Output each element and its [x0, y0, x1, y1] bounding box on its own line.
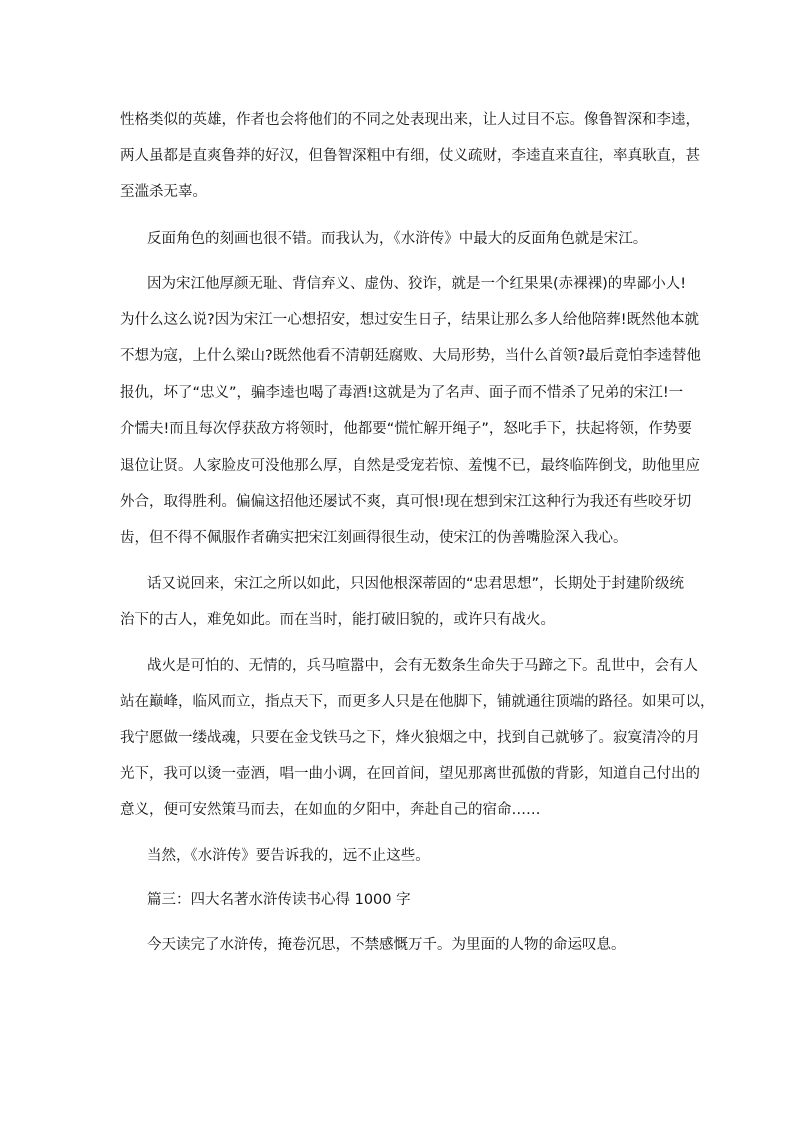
paragraph-line: 意义，便可安然策马而去，在如血的夕阳中，奔赴自己的宿命……	[120, 802, 541, 818]
paragraph-line: 外合，取得胜利。偏偏这招他还屡试不爽，真可恨!现在想到宋江这种行为我还有些咬牙切	[120, 494, 692, 510]
paragraph-line: 反面角色的刻画也很不错。而我认为，《水浒传》中最大的反面角色就是宋江。	[147, 231, 648, 247]
paragraph-line: 光下，我可以烫一壶酒，唱一曲小调，在回首间，望见那离世孤傲的背影，知道自己付出的	[120, 766, 700, 782]
paragraph-line: 性格类似的英雄，作者也会将他们的不同之处表现出来，让人过目不忘。像鲁智深和李逵，	[120, 112, 700, 128]
section-heading: 篇三：四大名著水浒传读书心得 1000 字	[147, 892, 411, 908]
paragraph-line: 为什么这么说?因为宋江一心想招安，想过安生日子，结果让那么多人给他陪葬!既然他本就	[120, 312, 700, 328]
paragraph-line: 因为宋江他厚颜无耻、背信弃义、虚伪、狡诈，就是一个红果果(赤裸裸)的卑鄙小人!	[147, 276, 687, 292]
paragraph-line: 战火是可怕的、无情的，兵马喧嚣中，会有无数条生命失于马蹄之下。乱世中，会有人	[147, 658, 698, 674]
paragraph-line: 今天读完了水浒传，掩卷沉思，不禁感慨万千。为里面的人物的命运叹息。	[147, 937, 626, 953]
paragraph-line: 报仇，坏了“忠义”，骗李逵也喝了毒酒!这就是为了名声、面子而不惜杀了兄弟的宋江!一	[120, 385, 684, 401]
paragraph-line: 站在巅峰，临风而立，指点天下，而更多人只是在他脚下，铺就通往顶端的路径。如果可以，	[120, 694, 715, 710]
paragraph-line: 介懦夫!而且每次俘获敌方将领时，他都要“慌忙解开绳子”，怒叱手下，扶起将领，作势要	[120, 421, 692, 437]
paragraph-line: 不想为寇，上什么梁山?既然他看不清朝廷腐败、大局形势，当什么首领?最后竟怕李逵替他	[120, 348, 701, 364]
paragraph-line: 两人虽都是直爽鲁莽的好汉，但鲁智深粗中有细，仗义疏财，李逵直来直往，率真耿直，甚	[120, 148, 700, 164]
paragraph-line: 至滥杀无辜。	[120, 184, 207, 200]
paragraph-line: 齿，但不得不佩服作者确实把宋江刻画得很生动，使宋江的伪善嘴脸深入我心。	[120, 530, 628, 546]
paragraph-line: 当然，《水浒传》要告诉我的，远不止这些。	[147, 848, 430, 864]
paragraph-line: 退位让贤。人家脸皮可没他那么厚，自然是受宠若惊、羞愧不已，最终临阵倒戈，助他里应	[120, 458, 700, 474]
paragraph-line: 话又说回来，宋江之所以如此，只因他根深蒂固的“忠君思想”，长期处于封建阶级统	[147, 576, 685, 592]
paragraph-line: 治下的古人，难免如此。而在当时，能打破旧貌的，或许只有战火。	[120, 612, 555, 628]
paragraph-line: 我宁愿做一缕战魂，只要在金戈铁马之下，烽火狼烟之中，找到自己就够了。寂寞清冷的月	[120, 730, 700, 746]
